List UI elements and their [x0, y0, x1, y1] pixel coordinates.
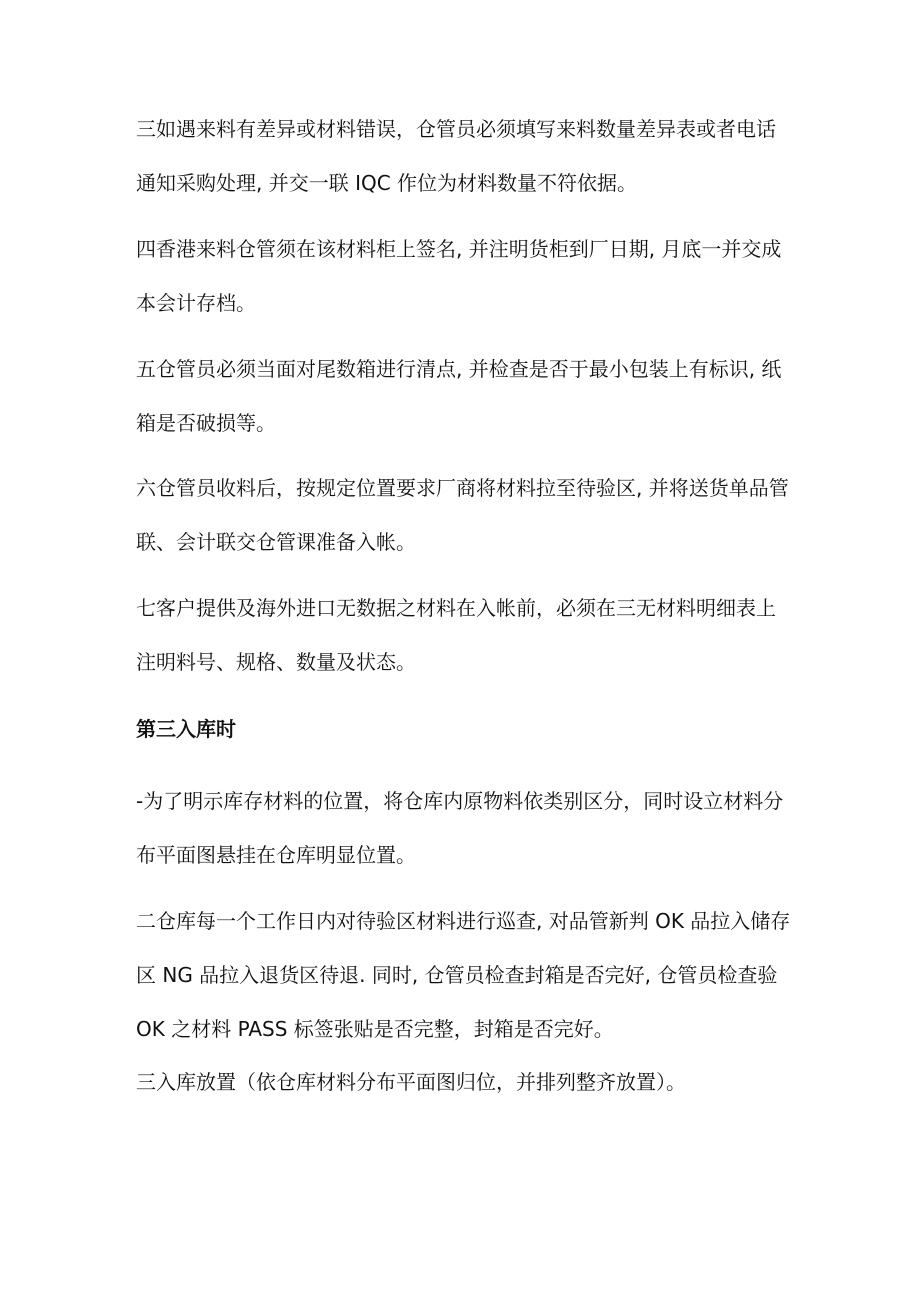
paragraph-five: [136, 352, 796, 460]
paragraph-line: 三入库放置（依仓库材料分布平面图归位，并排列整齐放置）。: [136, 1070, 686, 1094]
paragraph-line: 通知采购处理, 并交一联 IQC 作位为材料数量不符依据。: [136, 171, 638, 195]
paragraph-line: 区 NG 品拉入退货区待退. 同时, 仓管员检查封箱是否完好, 仓管员检查验: [136, 963, 778, 987]
paragraph-line: 七客户提供及海外进口无数据之材料在入帐前，必须在三无材料明细表上: [136, 596, 776, 620]
paragraph-line: 五仓管员必须当面对尾数箱进行清点, 并检查是否于最小包装上有标识, 纸: [136, 357, 782, 381]
section-paragraph-two: [136, 904, 796, 1066]
section-paragraph-three: [136, 1065, 796, 1119]
paragraph-three: [136, 112, 796, 220]
paragraph-line: 布平面图悬挂在仓库明显位置。: [136, 843, 416, 867]
paragraph-line: 三如遇来料有差异或材料错误，仓管员必须填写来料数量差异表或者电话: [136, 117, 776, 141]
paragraph-line: -为了明示库存材料的位置，将仓库内原物料依类别区分，同时设立材料分: [136, 789, 784, 813]
section-heading-block: [136, 712, 796, 766]
paragraph-six: [136, 471, 796, 579]
paragraph-line: 六仓管员收料后，按规定位置要求厂商将材料拉至待验区, 并将送货单品管: [136, 476, 789, 500]
section-heading: 第三入库时: [136, 717, 236, 741]
section-paragraph-one: [136, 784, 796, 892]
paragraph-line: 二仓库每一个工作日内对待验区材料进行巡查, 对品管新判 OK 品拉入储存: [136, 909, 791, 933]
paragraph-line: 四香港来料仓管须在该材料柜上签名, 并注明货柜到厂日期, 月底一并交成: [136, 237, 782, 261]
paragraph-line: 箱是否破损等。: [136, 411, 276, 435]
paragraph-line: 注明料号、规格、数量及状态。: [136, 650, 416, 674]
paragraph-line: 联、会计联交仓管课准备入帐。: [136, 530, 416, 554]
paragraph-seven: [136, 591, 796, 699]
paragraph-line: 本会计存档。: [136, 291, 256, 315]
paragraph-line: OK 之材料 PASS 标签张贴是否完整，封箱是否完好。: [136, 1017, 614, 1041]
paragraph-four: [136, 232, 796, 340]
